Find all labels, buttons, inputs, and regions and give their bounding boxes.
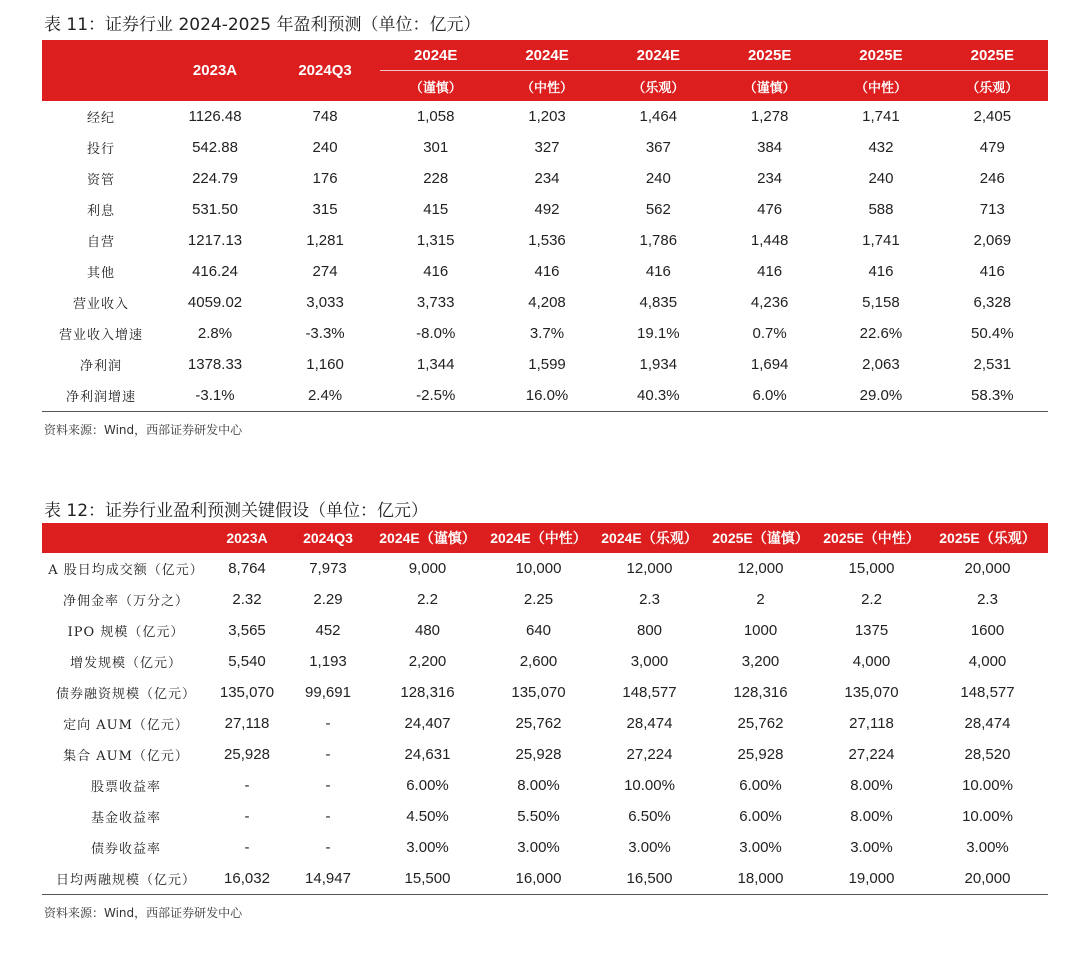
table-cell: 16,000 [483,863,594,895]
column-header: 2025E（乐观） [927,523,1048,553]
row-label: 利息 [87,204,116,219]
table-row [42,318,1048,349]
column-header: 2024E（中性） [483,523,594,553]
table-cell: 0.7% [752,325,787,342]
table-cell: 128,316 [400,684,455,701]
table-row [42,832,1048,863]
column-subheader: （中性） [491,71,602,102]
table-cell: 1217.13 [187,232,243,249]
table-cell: 2.25 [523,591,554,608]
table-cell: 40.3% [603,380,714,412]
row-label: 净佣金率（万分之） [62,594,189,609]
table-cell: 6,328 [973,294,1012,311]
table-cell: 3.00% [406,839,449,856]
table-cell: 135,070 [511,684,566,701]
table-cell: 800 [636,622,663,639]
column-header: 2025E（谨慎） [705,523,816,553]
row-label: 股票收益率 [90,780,161,795]
table-cell: 2.29 [313,591,343,608]
table-cell: 315 [312,201,338,218]
row-label: 增发规模（亿元） [69,656,182,671]
table-cell: 25,928 [737,746,784,763]
table-cell: 3.00% [628,839,671,856]
table-cell: 25,928 [515,746,562,763]
column-header: 2024Q3 [270,40,380,101]
table-cell: 8.00% [850,777,893,794]
table-cell: 240 [312,139,338,156]
table-cell: 2.4% [270,380,380,412]
row-label: 资管 [87,173,116,188]
table-cell: 1375 [854,622,889,639]
table-cell: 4,236 [750,294,789,311]
table-cell: - [244,808,250,825]
table-cell: 24,407 [404,715,451,732]
table-cell: 148,577 [622,684,677,701]
table-cell: 367 [645,139,671,156]
table-cell: 1,278 [750,108,789,125]
column-header: 2025E [937,40,1048,71]
column-header: 2025E（中性） [816,523,927,553]
table-cell: 8.00% [850,808,893,825]
table-cell: 27,118 [849,715,894,732]
table-cell: 10,000 [515,560,562,577]
table-cell: 384 [757,139,783,156]
table-row [42,101,1048,132]
table-cell: 1,160 [306,356,344,373]
table-cell: 1,203 [528,108,566,125]
row-label: 债券融资规模（亿元） [55,687,196,702]
table-cell: 6.00% [739,777,782,794]
table-row [42,163,1048,194]
table-cell: 640 [525,622,552,639]
table-cell: 3.00% [966,839,1009,856]
column-subheader: （乐观） [603,71,714,102]
table-cell: 479 [979,139,1005,156]
table-cell: 416 [534,263,560,280]
table-cell: 20,000 [964,560,1011,577]
table-cell: 3,033 [306,294,344,311]
table-cell: 15,000 [848,560,895,577]
table-cell: 1600 [970,622,1005,639]
table-cell: 28,474 [626,715,673,732]
table-cell: 432 [868,139,894,156]
table-cell: 562 [645,201,671,218]
column-subheader: （中性） [825,71,936,102]
row-label: 日均两融规模（亿元） [42,863,210,895]
table-cell: - [244,777,250,794]
table-cell: 12,000 [737,560,784,577]
row-label: 债券收益率 [90,842,161,857]
table-cell: 28,520 [964,746,1011,763]
table-cell: 327 [534,139,560,156]
table-cell: 476 [757,201,783,218]
table-cell: 12,000 [626,560,673,577]
table-cell: 2.3 [639,591,660,608]
table-row [42,256,1048,287]
table-cell: 3.00% [517,839,560,856]
table-cell: 9,000 [408,560,447,577]
table-cell: 25,762 [737,715,784,732]
table-cell: 50.4% [971,325,1014,342]
column-header: 2024E（乐观） [594,523,705,553]
column-header: 2024E [491,40,602,71]
table-row [42,770,1048,801]
table-cell: 416.24 [192,263,238,280]
table-cell: 135,070 [844,684,899,701]
table-cell: 10.00% [962,777,1013,794]
column-subheader: （乐观） [937,71,1048,102]
table-cell: 2.8% [197,325,233,342]
table-cell: 452 [315,622,341,639]
table-cell: 416 [979,263,1005,280]
table-cell: 1,741 [862,232,900,249]
table-cell: 301 [423,139,449,156]
table-cell: 10.00% [962,808,1013,825]
column-header: 2023A [210,523,284,553]
table-cell: 1,058 [416,108,455,125]
table-cell: 3,200 [741,653,780,670]
table-cell: 7,973 [309,560,347,577]
table-cell: 3.7% [529,325,565,342]
table-cell: 27,224 [626,746,673,763]
table-cell: 19,000 [816,863,927,895]
table-cell: 4059.02 [187,294,243,311]
table-cell: 2,200 [408,653,447,670]
table-cell: 16,500 [594,863,705,895]
row-label: 集合 AUM（亿元） [63,749,189,764]
row-label: 营业收入 [73,297,130,312]
table-row [42,863,1048,895]
table-cell: 2,063 [862,356,900,373]
table-row [42,739,1048,770]
table-cell: 1,281 [306,232,344,249]
table-cell: 18,000 [705,863,816,895]
table-cell: 234 [757,170,783,187]
table-row [42,584,1048,615]
column-header: 2024E [603,40,714,71]
row-label: 净利润 [80,359,123,374]
table-row [42,380,1048,412]
table-row [42,349,1048,380]
table-cell: - [244,839,250,856]
row-label: 定向 AUM（亿元） [63,718,189,733]
table-cell: 480 [414,622,441,639]
table-cell: -3.1% [160,380,270,412]
table-row [42,194,1048,225]
row-label: 自营 [87,235,116,250]
table-cell: 25,928 [224,746,270,763]
table-cell: 3.00% [850,839,893,856]
table-cell: - [325,808,331,825]
column-header: 2024E（谨慎） [372,523,483,553]
table-cell: 1,741 [862,108,900,125]
table-row [42,708,1048,739]
table-cell: 2,405 [973,108,1012,125]
table-cell: 10.00% [624,777,675,794]
table-cell: 2.2 [417,591,438,608]
table-cell: 1,344 [416,356,455,373]
table-cell: 15,500 [372,863,483,895]
table-cell: 16,032 [210,863,284,895]
column-subheader: （谨慎） [714,71,825,102]
table-cell: 5.50% [517,808,560,825]
table-cell: 416 [757,263,783,280]
table-cell: 416 [645,263,671,280]
table-cell: 1000 [743,622,778,639]
table-cell: 416 [423,263,449,280]
row-label: 营业收入增速 [59,328,144,343]
table-cell: 22.6% [859,325,903,342]
table-cell: 148,577 [960,684,1015,701]
table-cell: 3,565 [228,622,266,639]
table-cell: 29.0% [825,380,936,412]
table-row [42,132,1048,163]
table-cell: 5,158 [862,294,900,311]
table-cell: - [325,715,331,732]
table-cell: 240 [868,170,894,187]
table-cell: 416 [868,263,894,280]
table-cell: 1,536 [528,232,566,249]
table-cell: 246 [979,170,1005,187]
table-row [42,225,1048,256]
table-cell: 4,835 [639,294,678,311]
table-cell: 492 [534,201,560,218]
row-label: 其他 [87,266,116,281]
table-cell: 6.0% [714,380,825,412]
table-cell: 20,000 [927,863,1048,895]
table-cell: 1,934 [639,356,678,373]
table-cell: 748 [312,108,338,125]
table-row [42,677,1048,708]
table-cell: 6.00% [406,777,449,794]
table-cell: 224.79 [192,170,238,187]
table-cell: 1,786 [639,232,678,249]
table-cell: 176 [312,170,338,187]
table-12-body [42,553,1048,895]
column-header: 2024E [380,40,491,71]
table-cell: 531.50 [192,201,238,218]
table-cell: 1126.48 [188,108,242,125]
table-cell: 274 [312,263,338,280]
table-cell: 713 [979,201,1005,218]
row-label: 净利润增速 [42,380,160,412]
table-cell: 27,224 [848,746,895,763]
table-cell: 1,694 [750,356,789,373]
table-cell: 1,464 [639,108,678,125]
column-subheader: （谨慎） [380,71,491,102]
row-label: IPO 规模（亿元） [67,625,185,640]
table-cell: -8.0% [416,325,456,342]
header-corner [42,40,160,101]
table-11-title: 表 11：证券行业 2024-2025 年盈利预测（单位：亿元） [44,15,481,35]
table-cell: 1,599 [528,356,566,373]
row-label: 经纪 [87,111,116,126]
column-header: 2025E [825,40,936,71]
table-cell: 99,691 [305,684,351,701]
table-cell: 128,316 [733,684,788,701]
table-row [42,615,1048,646]
table-cell: 3,733 [416,294,455,311]
table-cell: 2,069 [973,232,1012,249]
table-cell: 4,000 [852,653,891,670]
table-cell: 24,631 [404,746,451,763]
table-11-source: 资料来源：Wind，西部证券研发中心 [44,423,243,437]
table-cell: 234 [534,170,560,187]
table-row [42,287,1048,318]
row-label: 投行 [87,142,116,157]
table-cell: 1,315 [416,232,455,249]
table-cell: 228 [423,170,449,187]
table-cell: 3,000 [630,653,669,670]
table-cell: 2.2 [861,591,882,608]
table-12-source: 资料来源：Wind，西部证券研发中心 [44,906,243,920]
table-cell: 2,600 [519,653,558,670]
table-cell: 2.32 [232,591,262,608]
table-cell: 6.50% [628,808,671,825]
table-cell: 4,000 [968,653,1007,670]
table-11 [42,40,1048,412]
table-cell: 135,070 [219,684,275,701]
table-12 [42,523,1048,895]
table-cell: 28,474 [964,715,1011,732]
table-cell: 27,118 [224,715,270,732]
row-label: A 股日均成交额（亿元） [48,563,204,578]
table-cell: 19.1% [637,325,680,342]
table-cell: 588 [868,201,894,218]
table-cell: 25,762 [515,715,562,732]
table-cell: 6.00% [739,808,782,825]
table-cell: 2,531 [973,356,1012,373]
table-cell: 58.3% [937,380,1048,412]
table-11-body [42,101,1048,412]
table-cell: 4.50% [406,808,449,825]
table-cell: 240 [645,170,671,187]
table-row [42,801,1048,832]
table-cell: 8,764 [228,560,266,577]
row-label: 基金收益率 [90,811,161,826]
table-cell: 4,208 [528,294,566,311]
table-cell: 1378.33 [187,356,243,373]
column-header: 2023A [160,40,270,101]
table-cell: 1,193 [309,653,347,670]
table-cell: - [325,746,331,763]
table-cell: -3.3% [305,325,345,342]
table-cell: 542.88 [192,139,238,156]
table-cell: - [325,839,331,856]
table-row [42,553,1048,584]
table-cell: 5,540 [228,653,266,670]
table-cell: 3.00% [739,839,782,856]
column-header: 2024Q3 [284,523,372,553]
table-row [42,646,1048,677]
table-cell: - [325,777,331,794]
table-cell: 1,448 [750,232,789,249]
table-cell: 2 [756,591,765,608]
table-cell: 2.3 [977,591,998,608]
column-header: 2025E [714,40,825,71]
table-cell: 8.00% [517,777,560,794]
table-12-title: 表 12：证券行业盈利预测关键假设（单位：亿元） [44,501,429,521]
table-cell: 14,947 [284,863,372,895]
table-cell: 415 [423,201,449,218]
header-corner [42,523,210,553]
table-cell: 16.0% [491,380,602,412]
table-cell: -2.5% [380,380,491,412]
